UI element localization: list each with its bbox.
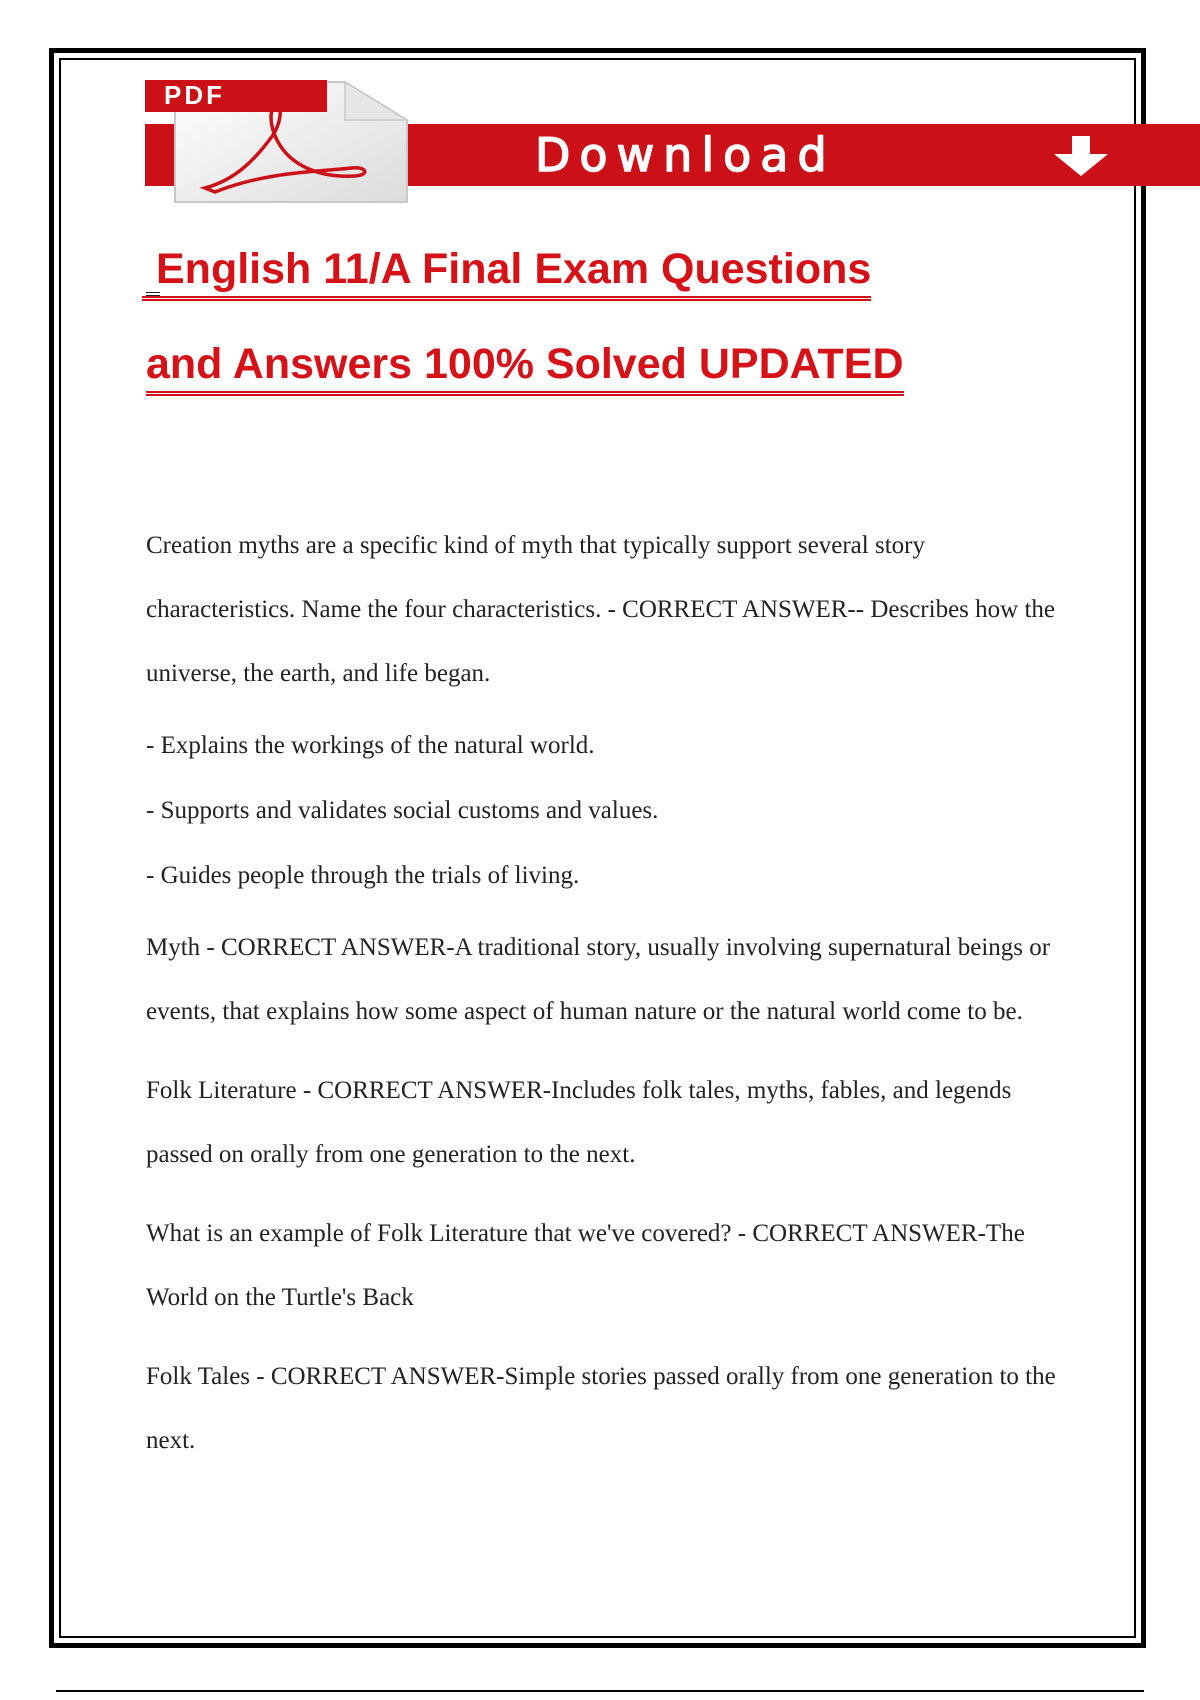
paragraph: What is an example of Folk Literature that we've covered? - CORRECT ANSWER-The World on the Turtle's Back (146, 1220, 1025, 1311)
pdf-label: PDF (164, 80, 225, 110)
paragraph: Folk Tales - CORRECT ANSWER-Simple stories passed orally from one generation to the next. (146, 1363, 1056, 1454)
download-arrow-icon (1050, 134, 1112, 178)
document-body (146, 514, 1076, 1473)
page-title-line-1: English 11/A Final Exam Questions (146, 245, 1046, 301)
paragraph: Myth - CORRECT ANSWER-A traditional story, usually involving supernatural beings or events, that explains how some aspect of human nature or the natural world come to be. (146, 934, 1051, 1025)
paragraph: Folk Literature - CORRECT ANSWER-Includes folk tales, myths, fables, and legends passed on orally from one generation to the next. (146, 1077, 1012, 1168)
footer-rule (56, 1690, 1144, 1692)
paragraph: - Guides people through the trials of living. (146, 862, 580, 889)
download-label: Download (535, 128, 836, 182)
page-title-line-2: and Answers 100% Solved UPDATED (146, 340, 1046, 396)
paragraph: Creation myths are a specific kind of myth that typically support several story characteristics. Name the four characteristics. - CORRECT ANSWER-- Describes how the universe, the earth, and life began. (146, 532, 1055, 687)
paragraph: - Explains the workings of the natural world. (146, 732, 595, 759)
paragraph: - Supports and validates social customs and values. (146, 797, 659, 824)
